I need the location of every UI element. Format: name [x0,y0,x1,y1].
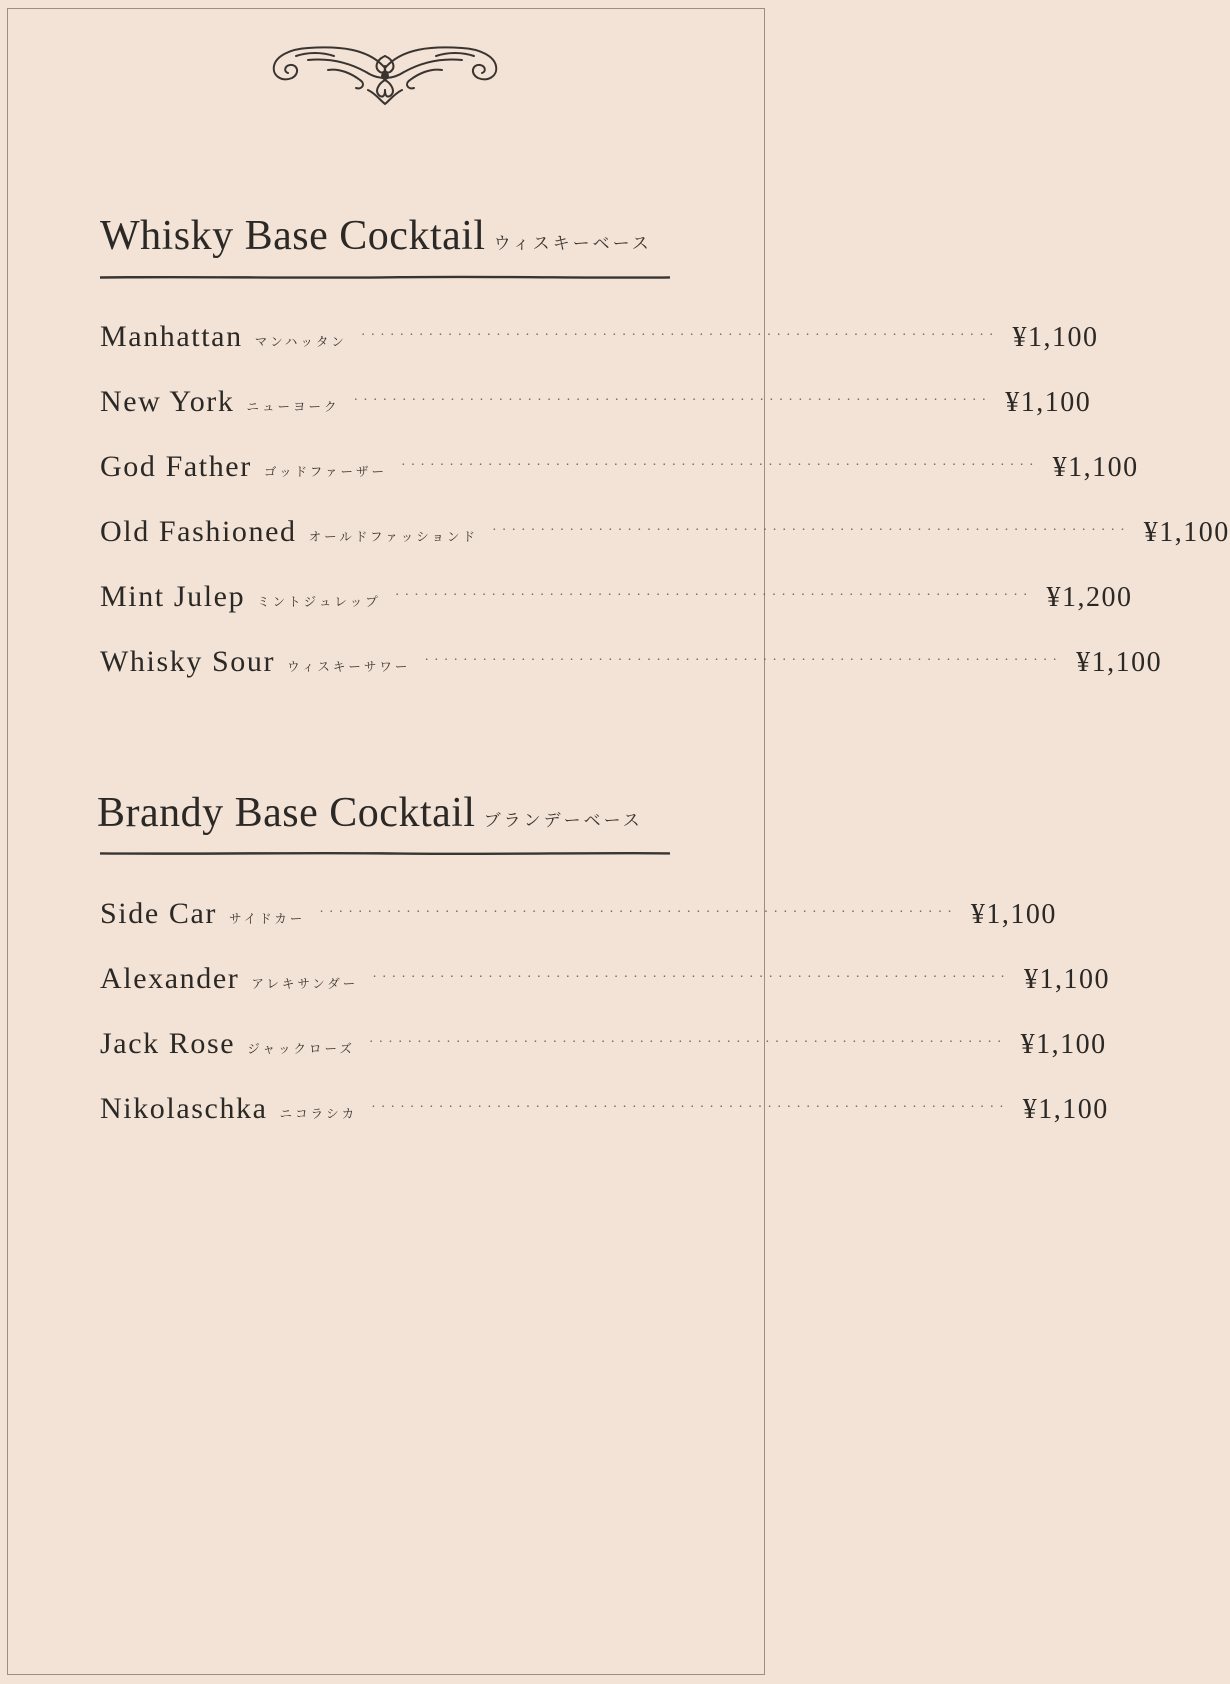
section-title-whisky [100,212,670,272]
dot-leader: ·································································· [319,905,957,920]
section-title-en: Brandy Base Cocktail [97,790,476,836]
section-title-ja: ブランデーベース [483,811,643,831]
dot-leader: ·································································· [371,1100,1009,1115]
item-name: Mint Julep [100,580,246,613]
menu-item [100,645,1163,685]
menu-item [100,1027,1107,1067]
menu-item [100,385,1092,425]
item-name: New York [100,385,235,418]
flourish-ornament-icon [268,38,502,108]
item-name: Side Car [100,897,217,930]
dot-leader: ·································································· [372,970,1010,985]
item-name: Jack Rose [100,1027,236,1060]
item-kana: サイドカー [228,911,306,926]
menu-item [100,450,1139,490]
item-price: ¥1,100 [1020,1029,1107,1060]
dot-leader: ·································································· [353,393,992,408]
item-name: Old Fashioned [100,515,297,548]
item-kana: ニコラシカ [279,1106,358,1121]
dot-leader: ·································································· [492,523,1130,538]
item-kana: ジャックローズ [247,1041,355,1056]
item-kana: アレキサンダー [251,976,359,991]
dot-leader: ·································································· [368,1035,1007,1050]
item-price: ¥1,100 [1143,517,1230,548]
item-kana: ゴッドファーザー [263,464,387,479]
item-price: ¥1,200 [1046,582,1133,613]
menu-item [100,515,1230,555]
item-price: ¥1,100 [970,899,1057,930]
menu-item [100,1092,1109,1132]
item-price: ¥1,100 [1052,452,1139,483]
item-kana: オールドファッションド [308,529,479,544]
item-name: Alexander [100,962,240,995]
item-price: ¥1,100 [1012,322,1099,353]
item-price: ¥1,100 [1005,387,1092,418]
dot-leader: ·································································· [360,328,999,343]
item-kana: マンハッタン [254,334,347,349]
section-divider [100,851,670,856]
item-kana: ウィスキーサワー [287,659,411,674]
item-name: Whisky Sour [100,645,276,678]
item-name: Nikolaschka [100,1092,268,1125]
item-price: ¥1,100 [1076,647,1163,678]
item-name: God Father [100,450,252,483]
dot-leader: ·································································· [400,458,1039,473]
menu-item [100,962,1110,1002]
menu-item [100,580,1133,620]
item-name: Manhattan [100,320,243,353]
section-title-ja: ウィスキーベース [493,234,652,254]
menu-item [100,897,1057,937]
dot-leader: ·································································· [394,588,1033,603]
item-kana: ニューヨーク [246,399,340,414]
item-kana: ミントジュレップ [257,594,381,609]
menu-item [100,320,1099,360]
dot-leader: ·································································· [424,653,1063,668]
section-title-en: Whisky Base Cocktail [100,213,486,259]
section-divider [100,275,670,280]
item-price: ¥1,100 [1022,1094,1109,1125]
section-title-brandy [97,789,667,849]
item-price: ¥1,100 [1023,964,1110,995]
